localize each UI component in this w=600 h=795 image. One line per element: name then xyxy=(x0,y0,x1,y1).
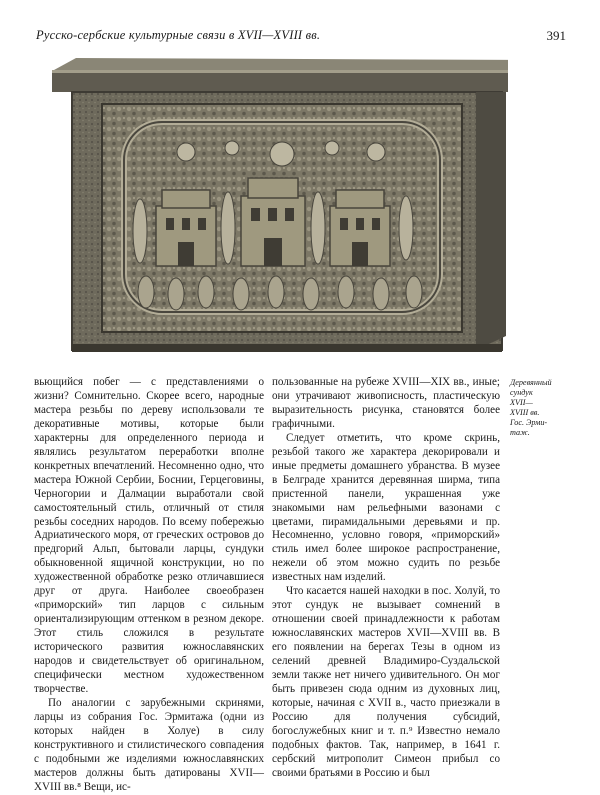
paragraph: вьющийся побег — с представлениями о жизни? Сомнительно. Скорее всего, народные мастера резьбы по дереву использовали те декоративные мотивы, которые были характерны для определенного периода и являлись результатом переработки вполне конкретных впечатлений. Несомненно одно, что мастера Южной Сербии, Боснии, Герцеговины, Черногории и Далмации выработали свой самостоятельный стиль, отличный от стиля резьбы соседних народов. По всему побережью Адриатического моря, от греческих островов до предгорий Альп, бытовали ларцы, сундуки обыкновенной ящичной конструкции, но по художественной обработке резко отличавшиеся друг от друга. Наиболее своеобразен «приморский» тип ларцов с сильным ориентализирующим оттенком в резном декоре. Этот стиль сложился в результате исторического развития южнославянских народов и свидетельствует об оригинальном, специфически местном художественном творчестве. xyxy=(34,376,264,695)
text-column-left xyxy=(34,376,264,795)
paragraph: Что касается нашей находки в пос. Холуй, то этот сундук не вызывает сомнений в отношении своей принадлежности к работам южнославянских мастеров XVII—XVIII вв. В его появлении на берегах Тезы в одном из селений древней Владимиро-Суздальской земли также нет ничего удивительного. Он мог быть привезен сюда одним из духовных лиц, которые, начиная с XVII в., часто приезжали в Россию для получения субсидий, богослужебных книг и т. п.⁹ Известно немало подобных фактов. Так, например, в 1641 г. сербский митрополит Симеон прибыл со своими братьями в Россию и был xyxy=(272,585,500,779)
caption-line: XVIII вв. xyxy=(510,408,540,417)
text-column-right xyxy=(272,376,500,781)
page-number: 391 xyxy=(546,28,566,43)
caption-line: Деревянный xyxy=(510,378,552,387)
caption-line: таж. xyxy=(510,428,530,437)
caption-line: Гос. Эрми- xyxy=(510,418,548,427)
paragraph: пользованные на рубеже XVIII—XIX вв., иные; они утрачивают живописность, пластическую выразительность рисунка, становятся более графичными. xyxy=(272,376,500,430)
caption-line: сундук xyxy=(510,388,533,397)
figure-caption xyxy=(510,378,570,438)
paragraph: Следует отметить, что кроме скринь, резьбой такого же характера декорировали и иные предметы домашнего убранства. В музее в Белграде хранится деревянная ширма, типа пристенной панели, украшенная уже знакомыми нам рельефными вазонами с цветами, пирамидальными деревьями и пр. Несомненно, условно говоря, «приморский» стиль имел более широкое распространение, нежели об этом можно судить по резьбе известных нам изделий. xyxy=(272,431,500,584)
carved-chest-photo xyxy=(36,56,508,366)
paragraph: По аналогии с зарубежными скринями, ларцы из собрания Гос. Эрмитажа (одни из которых найден в Холуе) в силу конструктивного и стилистического совпадения с подобными же изделиями южнославянских мастеров должны быть датированы XVII—XVIII вв.⁸ Вещи, ис- xyxy=(34,696,264,793)
running-header xyxy=(36,28,566,48)
running-title: Русско-сербские культурные связи в XVII—XVIII вв. xyxy=(36,28,321,42)
caption-line: XVII— xyxy=(510,398,533,407)
